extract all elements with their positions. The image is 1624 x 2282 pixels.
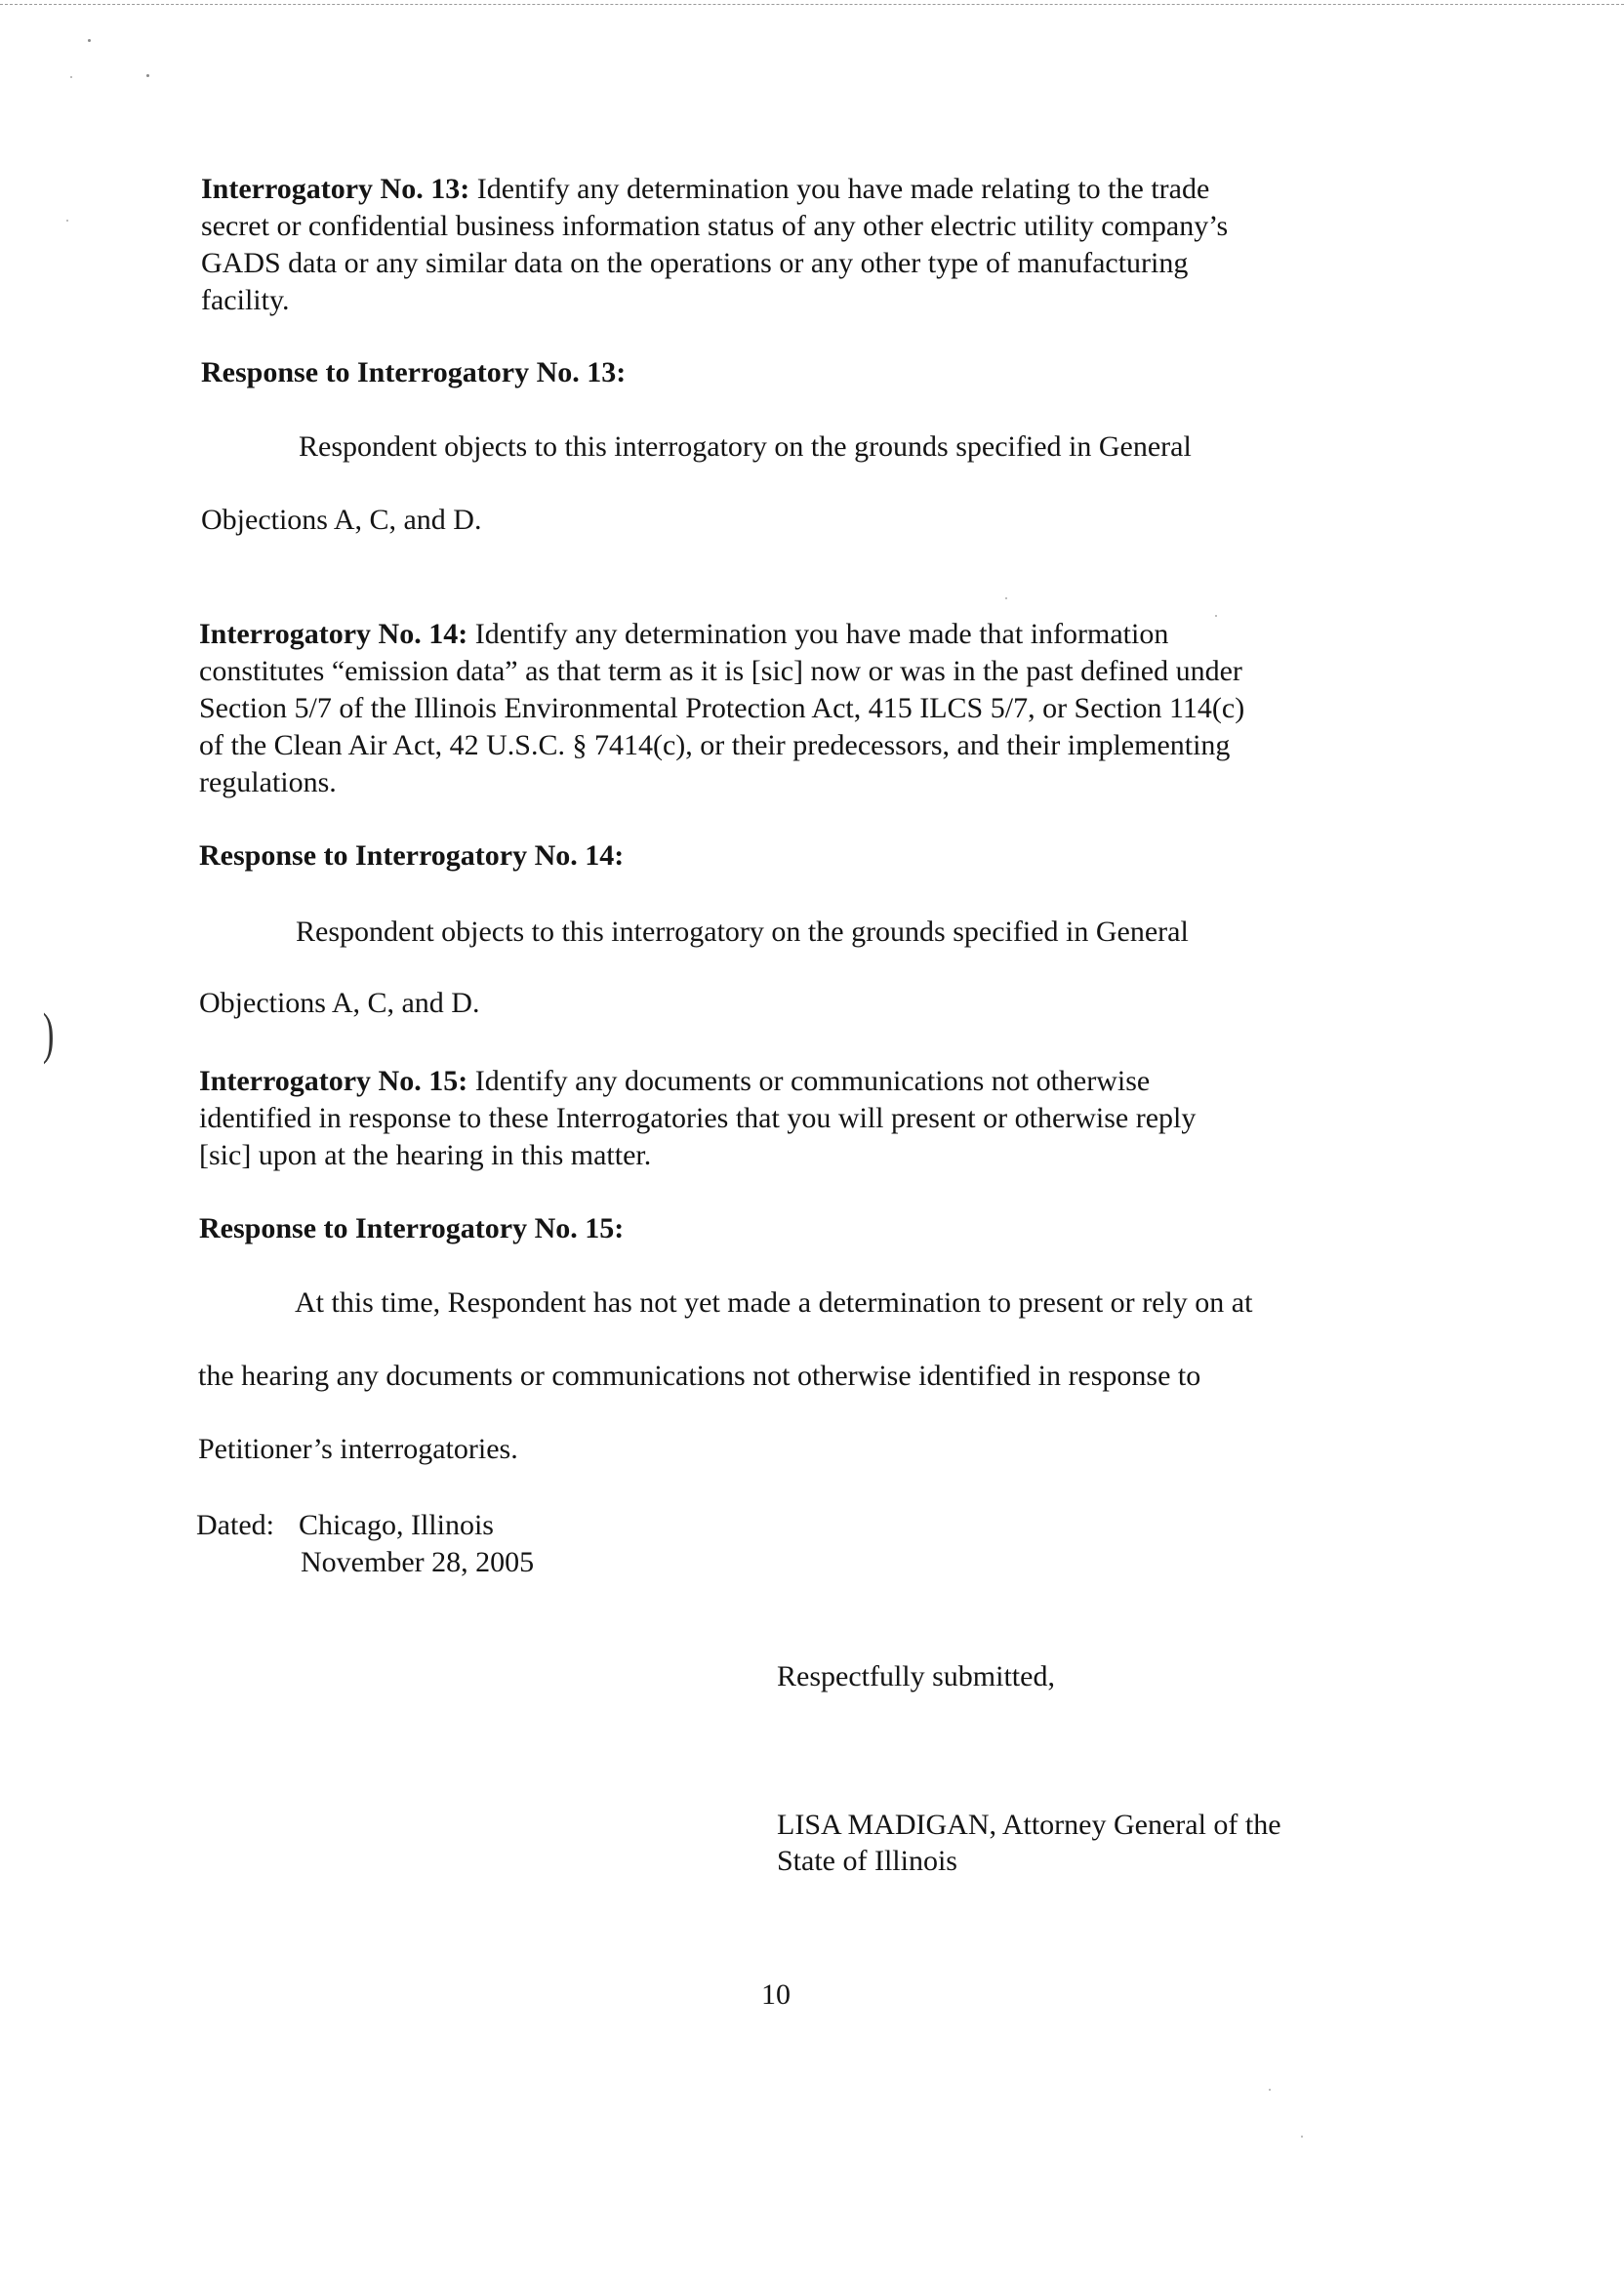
interrogatory-13 — [201, 171, 1228, 319]
interrogatory-13-line: facility. — [201, 284, 290, 316]
response-13-heading: Response to Interrogatory No. 13: — [201, 356, 627, 388]
response-15-line: At this time, Respondent has not yet made a determination to present or rely on at — [295, 1286, 1253, 1319]
interrogatory-14-line: Section 5/7 of the Illinois Environmental Protection Act, 415 ILCS 5/7, or Section 114(c) — [199, 692, 1245, 724]
scan-top-edge — [0, 4, 1624, 5]
scan-speck — [70, 76, 72, 78]
interrogatory-15-line: identified in response to these Interrogatories that you will present or otherwise reply — [199, 1102, 1197, 1134]
interrogatory-15-line: [sic] upon at the hearing in this matter. — [199, 1139, 652, 1171]
interrogatory-14-line: Identify any determination you have made that information — [467, 618, 1169, 650]
dated-date: November 28, 2005 — [301, 1546, 535, 1578]
interrogatory-14 — [199, 616, 1244, 801]
interrogatory-13-label: Interrogatory No. 13: — [201, 173, 470, 205]
dated-place: Chicago, Illinois — [299, 1509, 494, 1541]
interrogatory-13-line: GADS data or any similar data on the operations or any other type of manufacturing — [201, 247, 1189, 279]
interrogatory-13-line: secret or confidential business information status of any other electric utility company’s — [201, 210, 1229, 242]
scan-speck — [146, 74, 149, 77]
interrogatory-14-label: Interrogatory No. 14: — [199, 618, 468, 650]
response-15-line: Petitioner’s interrogatories. — [198, 1433, 518, 1465]
interrogatory-14-line: constitutes “emission data” as that term as it is [sic] now or was in the past defined under — [199, 655, 1242, 687]
response-13-line: Objections A, C, and D. — [201, 504, 482, 536]
response-14-heading: Response to Interrogatory No. 14: — [199, 839, 625, 872]
response-14-line: Objections A, C, and D. — [199, 987, 480, 1019]
interrogatory-14-line: regulations. — [199, 766, 337, 798]
signatory-line-1: LISA MADIGAN, Attorney General of the — [777, 1809, 1281, 1841]
interrogatory-14-line: of the Clean Air Act, 42 U.S.C. § 7414(c), or their predecessors, and their implementing — [199, 729, 1231, 761]
scan-speck — [1005, 597, 1007, 599]
interrogatory-15-label: Interrogatory No. 15: — [199, 1065, 468, 1097]
interrogatory-13-line: Identify any determination you have made relating to the trade — [469, 173, 1210, 205]
dated-label: Dated: — [196, 1509, 274, 1541]
page-number: 10 — [761, 1978, 791, 2011]
scan-speck — [1301, 2136, 1303, 2138]
interrogatory-15-line: Identify any documents or communications not otherwise — [467, 1065, 1151, 1097]
margin-bracket-mark: ) — [42, 1001, 55, 1065]
response-15-line: the hearing any documents or communications not otherwise identified in response to — [198, 1360, 1201, 1392]
response-14-line: Respondent objects to this interrogatory on the grounds specified in General — [296, 916, 1189, 948]
response-13-line: Respondent objects to this interrogatory on the grounds specified in General — [299, 430, 1192, 463]
signatory-line-2: State of Illinois — [777, 1845, 957, 1877]
closing-phrase: Respectfully submitted, — [777, 1660, 1055, 1692]
scan-speck — [1269, 2089, 1271, 2091]
scan-speck — [66, 220, 68, 222]
response-15-heading: Response to Interrogatory No. 15: — [199, 1212, 625, 1244]
interrogatory-15 — [199, 1063, 1196, 1174]
scan-speck — [88, 39, 91, 42]
